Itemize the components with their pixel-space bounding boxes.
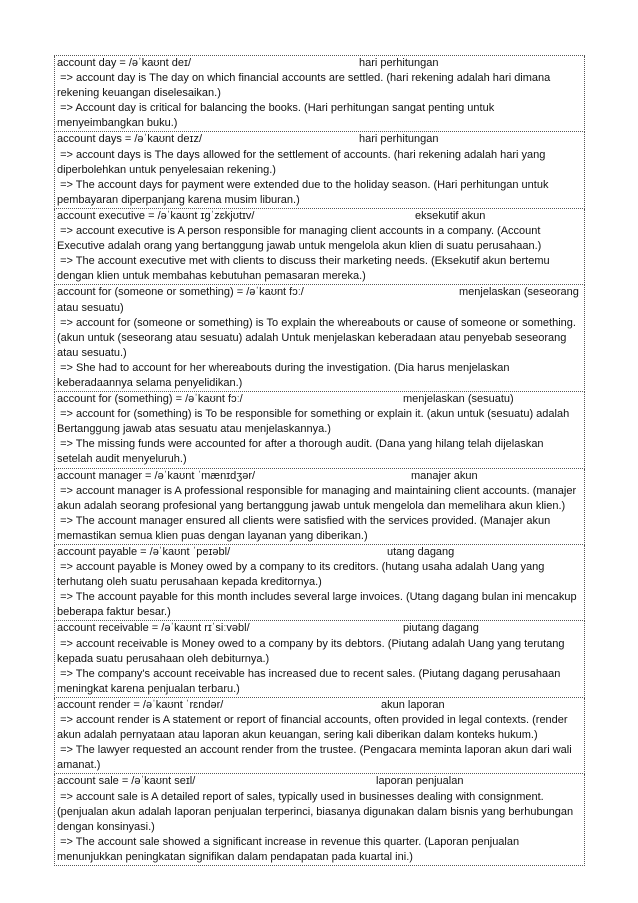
entry-example: => The account days for payment were extended due to the holiday season. (Hari perhitungan untuk pembayaran diperpanjang karena musim liburan.) bbox=[57, 178, 552, 206]
entry-heading bbox=[57, 469, 582, 484]
entry-definition: => account days is The days allowed for the settlement of accounts. (hari rekening adalah hari yang diperbolehkan untuk penyelesaian rekening.) bbox=[57, 148, 549, 176]
entry-term: account receivable = /əˈkaʊnt rɪˈsiːvəbl/ bbox=[57, 622, 250, 635]
entry-definition: => account receivable is Money owed to a company by its debtors. (Piutang adalah Uang yang terutang kepada suatu perusahaan oleh debiturnya.) bbox=[57, 637, 568, 665]
entry-definition: => account day is The day on which financial accounts are settled. (hari rekening adalah hari dimana rekening keuangan diselesaikan.) bbox=[57, 72, 554, 100]
entry-term: account payable = /əˈkaʊnt ˈpeɪəbl/ bbox=[57, 546, 231, 558]
entry-heading bbox=[57, 132, 582, 147]
entry-heading bbox=[57, 392, 582, 407]
entry-example: => The account executive met with clients to discuss their marketing needs. (Eksekutif akun bertemu dengan klien untuk membahas kebutuhan pemasaran mereka.) bbox=[57, 255, 553, 283]
entry-term: account day = /əˈkaʊnt deɪ/ bbox=[57, 57, 191, 69]
entry-term: account for (someone or something) = /əˈkaʊnt fɔː/ bbox=[57, 286, 304, 299]
glossary-entry bbox=[54, 621, 585, 697]
glossary-entry bbox=[54, 209, 585, 285]
entry-example: => The lawyer requested an account render from the trustee. (Pengacara meminta laporan akun dari wali amanat.) bbox=[57, 744, 575, 772]
entry-example: => The account manager ensured all clients were satisfied with the services provided. (Manajer akun memastikan semua klien puas dengan layanan yang diberikan.) bbox=[57, 514, 554, 542]
glossary-entry bbox=[54, 285, 585, 392]
entry-term: account render = /əˈkaʊnt ˈrɛndər/ bbox=[57, 698, 224, 711]
entry-heading bbox=[57, 545, 582, 560]
entry-meaning: menjelaskan (sesuatu) bbox=[403, 393, 514, 406]
entry-term: account days = /əˈkaʊnt deɪz/ bbox=[57, 133, 202, 146]
entry-definition: => account for (something) is To be responsible for something or explain it. (akun untuk (sesuatu) adalah Bertanggung jawab atas sesuatu atau menjelaskannya.) bbox=[57, 408, 573, 436]
entry-meaning: hari perhitungan bbox=[359, 57, 439, 69]
entry-meaning: manajer akun bbox=[411, 469, 478, 482]
glossary-entry bbox=[54, 392, 585, 468]
entry-term: account for (something) = /əˈkaʊnt fɔː/ bbox=[57, 393, 243, 406]
entry-term: account sale = /əˈkaʊnt seɪl/ bbox=[57, 775, 196, 788]
glossary-entry bbox=[54, 774, 585, 866]
entry-term: account manager = /əˈkaʊnt ˈmænɪdʒər/ bbox=[57, 469, 256, 482]
entry-definition: => account render is A statement or report of financial accounts, often provided in legal contexts. (render akun adalah pernyataan atau laporan akun keuangan, sering kali diberikan dalam konteks hukum.) bbox=[57, 714, 571, 742]
entry-heading bbox=[57, 209, 582, 224]
entry-example: => The account sale showed a significant increase in revenue this quarter. (Laporan penjualan menunjukkan peningkatan signifikan dalam pendapatan pada kuartal ini.) bbox=[57, 835, 523, 863]
entry-meaning: utang dagang bbox=[387, 546, 455, 558]
entry-heading bbox=[57, 621, 582, 636]
glossary-sheet bbox=[54, 55, 585, 866]
entry-heading bbox=[57, 774, 582, 789]
entry-definition: => account sale is A detailed report of sales, typically used in businesses dealing with consignment. (penjualan akun adalah laporan penjualan terperinci, biasanya digunakan dalam bisnis yang berhubungan dengan konsinyasi.) bbox=[57, 790, 577, 833]
entry-definition: => account for (someone or something) is To explain the whereabouts or cause of someone or something. (akun untuk (seseorang atau sesuatu) adalah Untuk menjelaskan keberadaan atau penyebab seseorang atau sesuatu.) bbox=[57, 316, 579, 359]
entry-term: account executive = /əˈkaʊnt ɪɡˈzɛkjʊtɪv/ bbox=[57, 209, 255, 222]
entry-heading bbox=[57, 56, 582, 71]
entry-example: => The missing funds were accounted for after a thorough audit. (Dana yang hilang telah dijelaskan setelah audit menyeluruh.) bbox=[57, 438, 547, 466]
glossary-entry bbox=[54, 132, 585, 208]
entry-meaning: eksekutif akun bbox=[415, 209, 486, 222]
glossary-entry bbox=[54, 545, 585, 621]
entry-example: => She had to account for her whereabouts during the investigation. (Dia harus menjelaskan keberadaannya selama penyelidikan.) bbox=[57, 361, 513, 389]
entry-example: => The account payable for this month includes several large invoices. (Utang dagang bulan ini mencakup beberapa faktur besar.) bbox=[57, 591, 580, 619]
entry-meaning: akun laporan bbox=[381, 698, 445, 711]
entry-heading bbox=[57, 285, 582, 315]
entry-definition: => account executive is A person responsible for managing client accounts in a company. (Account Executive adalah orang yang bertanggung jawab untuk mengelola akun klien di suatu perusahaan.) bbox=[57, 225, 544, 253]
entry-example: => The company's account receivable has increased due to recent sales. (Piutang dagang perusahaan meningkat karena penjualan terbaru.) bbox=[57, 667, 564, 695]
entry-heading bbox=[57, 698, 582, 713]
entry-definition: => account payable is Money owed by a company to its creditors. (hutang usaha adalah Uang yang terhutang oleh suatu perusahaan kepada kreditornya.) bbox=[57, 561, 548, 589]
entry-definition: => account manager is A professional responsible for managing and maintaining client accounts. (manajer akun adalah seorang profesional yang bertanggung jawab untuk mengelola dan memelihara akun klien.) bbox=[57, 484, 580, 512]
entry-meaning: laporan penjualan bbox=[376, 775, 464, 788]
glossary-entry bbox=[54, 56, 585, 132]
entry-meaning: hari perhitungan bbox=[359, 133, 439, 146]
glossary-entry bbox=[54, 469, 585, 545]
entry-meaning: menjelaskan (seseorang atau sesuatu) bbox=[57, 286, 579, 314]
glossary-entry bbox=[54, 698, 585, 774]
entry-meaning: piutang dagang bbox=[403, 622, 479, 635]
entry-example: => Account day is critical for balancing the books. (Hari perhitungan sangat penting untuk menyeimbangkan buku.) bbox=[57, 102, 498, 130]
